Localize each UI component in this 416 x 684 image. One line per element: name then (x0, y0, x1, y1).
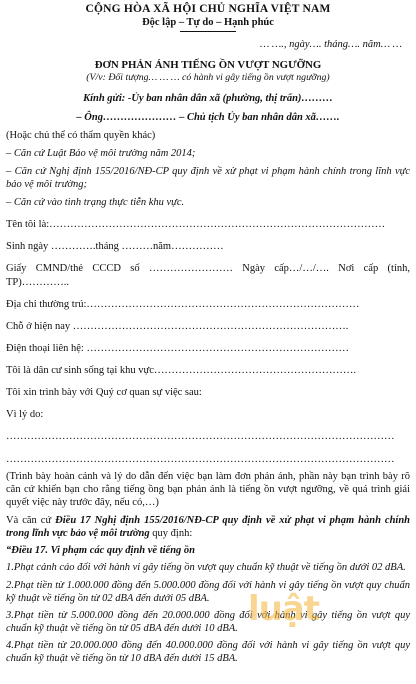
recipient-note: (Hoặc chủ thể có thẩm quyền khác) (6, 129, 156, 141)
reason-dots-1: ………………………………………………………………………………………………… (6, 431, 395, 443)
watermark-logo: luật (248, 589, 320, 629)
decree-reference (6, 514, 410, 540)
legal-basis-2: – Căn cứ Nghị định 155/2016/NĐ-CP quy định về xử phạt vi phạm hành chính trong lĩnh vực bảo vệ môi trường; (6, 165, 410, 190)
reason-label: Vì lý do: (6, 409, 44, 421)
field-birth: Sinh ngày ………….tháng ………năm…………… (6, 241, 224, 253)
document-subject: (V/v: Đối tượng… … … có hành vi gây tiếng ồn vượt ngưỡng) (86, 72, 330, 84)
legal-basis-1: – Căn cứ Luật Bảo vệ môi trường năm 2014; (6, 147, 196, 159)
document-title: ĐƠN PHẢN ÁNH TIẾNG ỒN VƯỢT NGƯỠNG (94, 58, 322, 71)
field-resident: Tôi là dân cư sinh sống tại khu vực…………………………………………………. (6, 365, 356, 377)
clause-3: 3.Phạt tiền từ 5.000.000 đồng đến 20.000.000 đồng đối với hành vi gây tiếng ồn vượt quy chuẩn kỹ thuật về tiếng ồn từ 05 dBA đến dưới 10 dBA. (6, 609, 410, 634)
reason-dots-2: ………………………………………………………………………………………………… (6, 453, 395, 465)
decree-prefix: Và căn cứ (6, 515, 56, 527)
request-intro: Tôi xin trình bày với Quý cơ quan sự việc sau: (6, 387, 202, 399)
clause-1: 1.Phạt cảnh cáo đối với hành vi gây tiếng ồn vượt quy chuẩn kỹ thuật về tiếng ồn dưới 02 dBA. (6, 562, 406, 574)
field-phone: Điện thoại liên hệ: ………………………………………………………………… (6, 342, 349, 354)
recipient-line-1: Kính gửi: -Ủy ban nhân dân xã (phường, thị trấn)……… (83, 93, 333, 105)
clause-4: 4.Phạt tiền từ 20.000.000 đồng đến 40.000.000 đồng đối với hành vi gây tiếng ồn vượt quy chuẩn kỹ thuật về tiếng ồn từ 10 dBA đến dưới 15 dBA. (6, 640, 410, 665)
document-page (0, 2, 416, 684)
field-permanent-address: Địa chỉ thường trú:…………………………………………………………………… (6, 298, 360, 310)
field-id-card: Giấy CMND/thẻ CCCD số …………………… Ngày cấp…/…/…. Nơi cấp (tỉnh, TP)………….. (6, 263, 410, 288)
clause-2: 2.Phạt tiền từ 1.000.000 đồng đến 5.000.000 đồng đối với hành vi gây tiếng ồn vượt quy chuẩn kỹ thuật về tiếng ồn từ 02 dBA đến dưới 05 dBA. (6, 579, 410, 604)
decree-suffix: quy định: (149, 528, 193, 540)
field-name: Tên tôi là:…………………………………………………………………………………… (6, 219, 386, 231)
instruction-note: (Trình bày hoàn cảnh và lý do dẫn đến việc bạn làm đơn phản ánh, phần này bạn trình bày rõ căn cứ khiến bạn cho rằng tiếng ồng bạn phản ánh là tiếng ồn vượt ngưỡng, về quá trình giải quyết việc này trước đây, nếu có,…) (6, 470, 410, 508)
national-title: CỘNG HÒA XÃ HỘI CHỦ NGHĨA VIỆT NAM (85, 3, 331, 15)
recipient-line-2: – Ông………………… – Chủ tịch Ủy ban nhân dân xã……. (76, 112, 340, 124)
date-line: … …., ngày…. tháng…. năm… … (259, 38, 402, 50)
field-current-address: Chỗ ở hiện nay ……………………………………………………………………. (6, 320, 349, 332)
motto: Độc lập – Tự do – Hạnh phúc (142, 17, 274, 29)
motto-underline (180, 31, 236, 32)
decree-ref: Điều 17 Nghị định 155/2016/NĐ-CP quy định về xử phạt vi phạm hành chính trong lĩnh vực bảo vệ môi trường (6, 515, 411, 540)
legal-basis-3: – Căn cứ vào tình trạng thực tiễn khu vực. (6, 197, 185, 209)
article-title: “Điều 17. Vi phạm các quy định về tiếng ồn (6, 545, 196, 557)
